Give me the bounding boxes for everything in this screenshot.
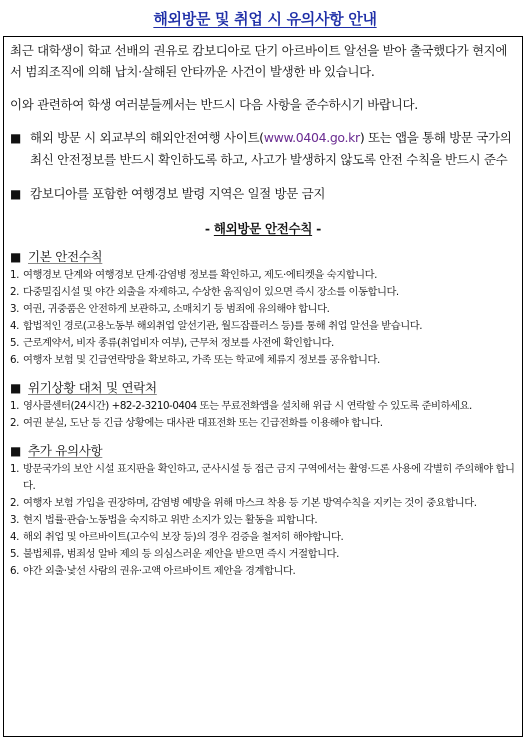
bullet-square-icon: ■ xyxy=(10,250,22,264)
list-item: 5. 불법체류, 범죄성 알바 제의 등 의심스러운 제안을 받으면 즉시 거절합니다. xyxy=(10,548,339,560)
list-item: 1. 영사콜센터(24시간) +82-2-3210-0404 또는 무료전화앱을 설치해 위급 시 연락할 수 있도록 준비하세요. xyxy=(10,400,472,412)
list-item: 1. 여행경보 단계와 여행경보 단계·감염병 정보를 확인하고, 제도·에티켓을 숙지합니다. xyxy=(10,269,377,281)
safety-title-dash-right: - xyxy=(312,221,322,236)
list-item: 2. 여행자 보험 가입을 권장하며, 감염병 예방을 위해 마스크 착용 등 기본 방역수칙을 지키는 것이 중요합니다. xyxy=(10,497,477,509)
bullet-safety-site-suffix: ) 또는 앱을 통해 방문 국가의 최신 안전정보를 반드시 확인하도록 하고, 사고가 발생하지 않도록 안전 수칙을 반드시 준수 xyxy=(30,130,512,167)
bullet-square-icon: ■ xyxy=(10,187,21,201)
list-item: 1. 방문국가의 보안 시설 표지판을 확인하고, 군사시설 등 접근 금지 구역에서는 촬영·드론 사용에 각별히 주의해야 합니다. xyxy=(10,463,515,492)
list-item: 6. 야간 외출·낯선 사람의 권유·고액 아르바이트 제안을 경계합니다. xyxy=(10,565,296,577)
section-heading-crisis xyxy=(10,378,516,398)
safety-rules-title xyxy=(10,219,516,237)
notice-box xyxy=(3,36,523,737)
section-heading-additional xyxy=(10,441,516,461)
safety-title-text: 해외방문 안전수칙 xyxy=(213,221,313,236)
list-item: 3. 현지 법률·관습·노동법을 숙지하고 위반 소지가 있는 활동을 피합니다. xyxy=(10,514,318,526)
section-heading-basic xyxy=(10,247,516,267)
list-item: 3. 여권, 귀중품은 안전하게 보관하고, 소매치기 등 범죄에 유의해야 합니다. xyxy=(10,303,330,315)
bullet-square-icon: ■ xyxy=(10,381,22,395)
list-item: 2. 여권 분실, 도난 등 긴급 상황에는 대사관 대표전화 또는 긴급전화를 이용해야 합니다. xyxy=(10,417,383,429)
basic-rules-list xyxy=(10,267,516,369)
safety-site-link[interactable]: www.0404.go.kr xyxy=(263,130,360,145)
bullet-travel-ban-text: 캄보디아를 포함한 여행경보 발령 지역은 일절 방문 금지 xyxy=(30,186,326,201)
crisis-list xyxy=(10,398,516,432)
list-item: 6. 여행자 보험 및 긴급연락망을 확보하고, 가족 또는 학교에 체류지 정보를 공유합니다. xyxy=(10,354,380,366)
section-heading-text: 추가 유의사항 xyxy=(28,443,103,458)
intro-paragraph-2: 이와 관련하여 학생 여러분들께서는 반드시 다음 사항을 준수하시기 바랍니다. xyxy=(10,97,418,112)
bullet-square-icon: ■ xyxy=(10,131,21,145)
intro-paragraph-1: 최근 대학생이 학교 선배의 권유로 캄보디아로 단기 아르바이트 알선을 받아 출국했다가 현지에서 범죄조직에 의해 납치·살해된 안타까운 사건이 발생한 바 있습니다. xyxy=(10,43,508,79)
list-item: 4. 해외 취업 및 아르바이트(고수익 보장 등)의 경우 검증을 철저히 해야합니다. xyxy=(10,531,344,543)
bullet-travel-ban xyxy=(10,183,516,205)
bullet-safety-site-prefix: 해외 방문 시 외교부의 해외안전여행 사이트( xyxy=(30,130,264,145)
list-item: 4. 합법적인 경로(고용노동부 해외취업 알선기관, 월드잡플러스 등)를 통해 취업 알선을 받습니다. xyxy=(10,320,423,332)
list-item: 2. 다중밀집시설 및 야간 외출을 자제하고, 수상한 움직임이 있으면 즉시 장소를 이동합니다. xyxy=(10,286,399,298)
bullet-safety-site xyxy=(10,127,516,171)
additional-list xyxy=(10,461,516,580)
bullet-square-icon: ■ xyxy=(10,444,22,458)
page-title: 해외방문 및 취업 시 유의사항 안내 xyxy=(153,10,377,28)
section-heading-text: 기본 안전수칙 xyxy=(28,249,103,264)
bullet-safety-site-text xyxy=(30,127,516,171)
list-item: 5. 근로계약서, 비자 종류(취업비자 여부), 근무처 정보를 사전에 확인합니다. xyxy=(10,337,334,349)
safety-title-dash-left: - xyxy=(204,221,214,236)
section-heading-text: 위기상황 대처 및 연락처 xyxy=(28,380,157,395)
